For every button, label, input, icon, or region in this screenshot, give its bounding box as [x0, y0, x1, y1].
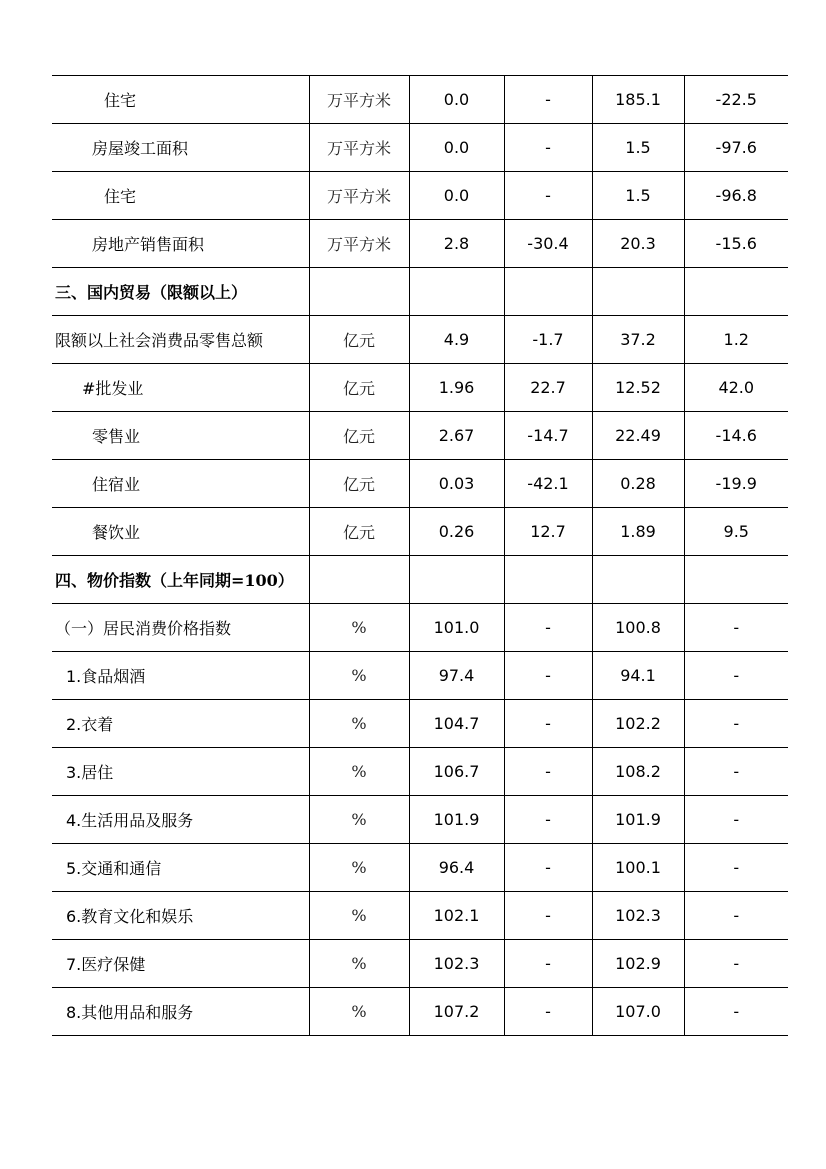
current-month-growth: -: [504, 652, 592, 700]
cumulative-growth: -22.5: [684, 76, 788, 124]
row-unit: 亿元: [309, 364, 409, 412]
current-month-growth: -42.1: [504, 460, 592, 508]
current-month-value: 97.4: [409, 652, 504, 700]
table-row: [52, 748, 788, 796]
empty-cell: [309, 268, 409, 316]
row-unit: 万平方米: [309, 76, 409, 124]
table-row: [52, 316, 788, 364]
row-label: #批发业: [52, 364, 309, 412]
item-name: 医疗保健: [81, 955, 146, 974]
cumulative-growth: -: [684, 796, 788, 844]
cumulative-growth: -: [684, 700, 788, 748]
cumulative-value: 100.1: [592, 844, 684, 892]
table-row: [52, 364, 788, 412]
current-month-growth: -: [504, 748, 592, 796]
current-month-growth: 22.7: [504, 364, 592, 412]
empty-cell: [409, 556, 504, 604]
row-label: 住宿业: [52, 460, 309, 508]
cumulative-value: 185.1: [592, 76, 684, 124]
row-label: 零售业: [52, 412, 309, 460]
current-month-value: 0.0: [409, 76, 504, 124]
item-name: 居住: [81, 763, 114, 782]
cumulative-value: 108.2: [592, 748, 684, 796]
cumulative-growth: -96.8: [684, 172, 788, 220]
empty-cell: [504, 556, 592, 604]
row-label: [52, 748, 309, 796]
table-row: [52, 220, 788, 268]
cumulative-value: 37.2: [592, 316, 684, 364]
row-label: [52, 892, 309, 940]
row-label: 限额以上社会消费品零售总额: [52, 316, 309, 364]
cumulative-value: 107.0: [592, 988, 684, 1036]
row-label: 房地产销售面积: [52, 220, 309, 268]
current-month-value: 4.9: [409, 316, 504, 364]
empty-cell: [684, 556, 788, 604]
cumulative-value: 0.28: [592, 460, 684, 508]
item-number: 8.: [66, 1003, 82, 1022]
current-month-growth: -: [504, 988, 592, 1036]
row-label: 住宅: [52, 76, 309, 124]
current-month-growth: -: [504, 700, 592, 748]
empty-cell: [309, 556, 409, 604]
item-name: 衣着: [81, 715, 114, 734]
cumulative-growth: 9.5: [684, 508, 788, 556]
row-unit: 亿元: [309, 316, 409, 364]
current-month-value: 96.4: [409, 844, 504, 892]
table-row: [52, 412, 788, 460]
table-row: [52, 988, 788, 1036]
table-row: [52, 604, 788, 652]
cumulative-growth: 42.0: [684, 364, 788, 412]
current-month-value: 101.0: [409, 604, 504, 652]
item-number: 2.: [66, 715, 82, 734]
cumulative-value: 101.9: [592, 796, 684, 844]
cumulative-growth: -: [684, 988, 788, 1036]
row-unit: %: [309, 604, 409, 652]
section-header-row: [52, 556, 788, 604]
table-row: [52, 700, 788, 748]
item-name: 生活用品及服务: [81, 811, 194, 830]
table-row: [52, 892, 788, 940]
current-month-value: 107.2: [409, 988, 504, 1036]
statistics-table: [52, 75, 788, 1036]
cumulative-value: 102.2: [592, 700, 684, 748]
table-row: [52, 940, 788, 988]
row-label: [52, 700, 309, 748]
cumulative-value: 94.1: [592, 652, 684, 700]
item-name: 交通和通信: [81, 859, 162, 878]
row-unit: 亿元: [309, 460, 409, 508]
cumulative-value: 22.49: [592, 412, 684, 460]
current-month-growth: -: [504, 940, 592, 988]
cumulative-value: 1.89: [592, 508, 684, 556]
current-month-value: 102.3: [409, 940, 504, 988]
current-month-value: 0.0: [409, 172, 504, 220]
row-unit: %: [309, 844, 409, 892]
row-label: 房屋竣工面积: [52, 124, 309, 172]
row-label: 住宅: [52, 172, 309, 220]
row-label: （一）居民消费价格指数: [52, 604, 309, 652]
current-month-growth: -1.7: [504, 316, 592, 364]
cumulative-growth: -: [684, 748, 788, 796]
current-month-growth: -: [504, 172, 592, 220]
item-number: 6.: [66, 907, 82, 926]
cumulative-growth: -: [684, 604, 788, 652]
row-label: [52, 796, 309, 844]
row-unit: %: [309, 988, 409, 1036]
current-month-growth: -: [504, 604, 592, 652]
table-row: [52, 508, 788, 556]
current-month-growth: -: [504, 796, 592, 844]
item-name: 教育文化和娱乐: [81, 907, 194, 926]
row-unit: 万平方米: [309, 124, 409, 172]
empty-cell: [684, 268, 788, 316]
current-month-value: 0.0: [409, 124, 504, 172]
item-number: 5.: [66, 859, 82, 878]
current-month-value: 101.9: [409, 796, 504, 844]
row-label: [52, 652, 309, 700]
cumulative-growth: -19.9: [684, 460, 788, 508]
row-unit: 万平方米: [309, 220, 409, 268]
section-heading-domestic-trade: 三、国内贸易（限额以上）: [52, 268, 309, 316]
table-row: [52, 172, 788, 220]
item-name: 食品烟酒: [81, 667, 146, 686]
cumulative-value: 1.5: [592, 124, 684, 172]
current-month-value: 0.03: [409, 460, 504, 508]
cumulative-growth: -: [684, 940, 788, 988]
cumulative-growth: -14.6: [684, 412, 788, 460]
row-unit: %: [309, 700, 409, 748]
row-label: [52, 844, 309, 892]
table-row: [52, 76, 788, 124]
current-month-value: 106.7: [409, 748, 504, 796]
item-number: 7.: [66, 955, 82, 974]
current-month-value: 1.96: [409, 364, 504, 412]
table-row: [52, 124, 788, 172]
row-unit: %: [309, 796, 409, 844]
cumulative-growth: -: [684, 844, 788, 892]
table-row: [52, 796, 788, 844]
current-month-value: 0.26: [409, 508, 504, 556]
row-unit: %: [309, 892, 409, 940]
row-unit: 亿元: [309, 508, 409, 556]
cumulative-value: 20.3: [592, 220, 684, 268]
cumulative-growth: -97.6: [684, 124, 788, 172]
item-number: 1.: [66, 667, 82, 686]
cumulative-growth: -: [684, 652, 788, 700]
current-month-growth: -: [504, 844, 592, 892]
current-month-value: 104.7: [409, 700, 504, 748]
current-month-value: 2.67: [409, 412, 504, 460]
cumulative-value: 12.52: [592, 364, 684, 412]
current-month-growth: -: [504, 124, 592, 172]
table-row: [52, 652, 788, 700]
current-month-growth: -30.4: [504, 220, 592, 268]
empty-cell: [409, 268, 504, 316]
current-month-growth: -: [504, 892, 592, 940]
cumulative-value: 1.5: [592, 172, 684, 220]
empty-cell: [592, 556, 684, 604]
section-heading-price-index: 四、物价指数（上年同期=100）: [52, 556, 309, 604]
item-number: 4.: [66, 811, 82, 830]
current-month-growth: -14.7: [504, 412, 592, 460]
cumulative-value: 100.8: [592, 604, 684, 652]
row-label: [52, 988, 309, 1036]
row-unit: 亿元: [309, 412, 409, 460]
current-month-value: 102.1: [409, 892, 504, 940]
row-label: [52, 940, 309, 988]
cumulative-value: 102.3: [592, 892, 684, 940]
current-month-growth: -: [504, 76, 592, 124]
empty-cell: [592, 268, 684, 316]
row-unit: %: [309, 940, 409, 988]
section-header-row: [52, 268, 788, 316]
row-label: 餐饮业: [52, 508, 309, 556]
cumulative-growth: -: [684, 892, 788, 940]
empty-cell: [504, 268, 592, 316]
row-unit: %: [309, 748, 409, 796]
cumulative-value: 102.9: [592, 940, 684, 988]
item-name: 其他用品和服务: [81, 1003, 194, 1022]
row-unit: 万平方米: [309, 172, 409, 220]
row-unit: %: [309, 652, 409, 700]
item-number: 3.: [66, 763, 82, 782]
current-month-value: 2.8: [409, 220, 504, 268]
cumulative-growth: -15.6: [684, 220, 788, 268]
table-row: [52, 844, 788, 892]
current-month-growth: 12.7: [504, 508, 592, 556]
cumulative-growth: 1.2: [684, 316, 788, 364]
table-row: [52, 460, 788, 508]
